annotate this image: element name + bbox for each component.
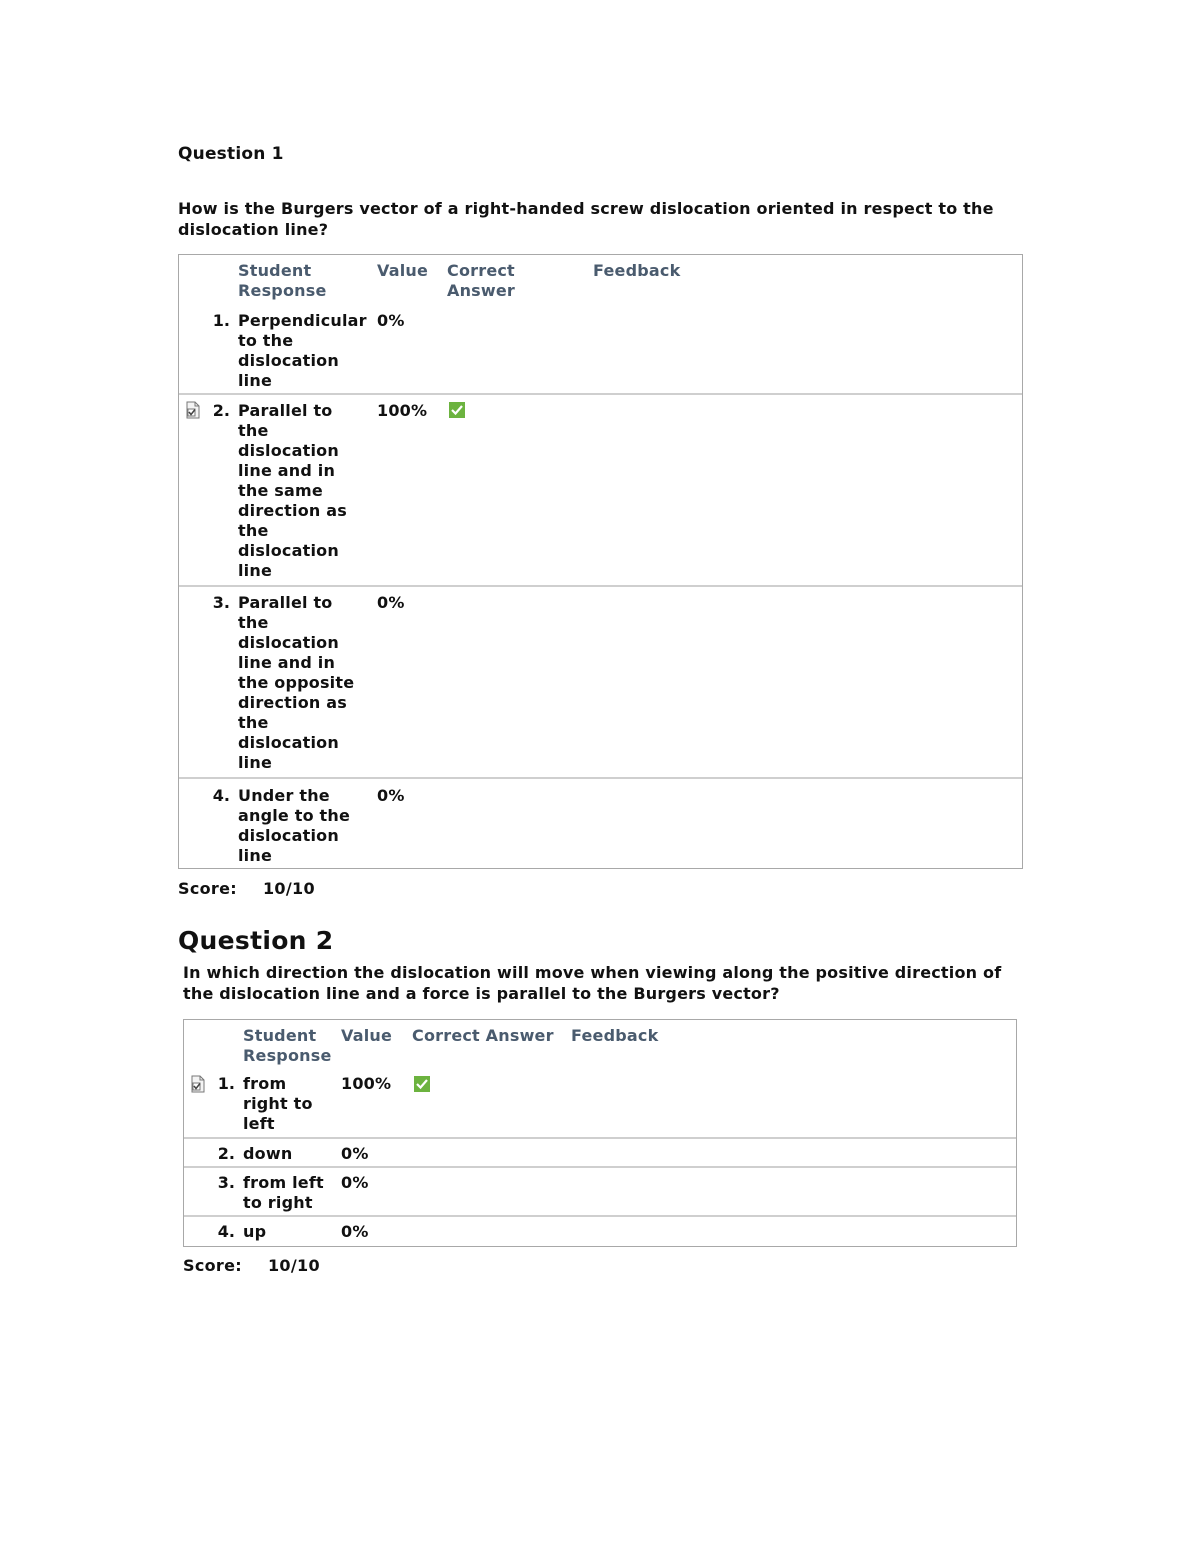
header-feedback: Feedback: [593, 261, 681, 280]
response-line: line: [238, 561, 273, 580]
response-value: 100%: [377, 401, 428, 420]
row-number: 3.: [212, 593, 230, 612]
response-line: from left: [243, 1173, 324, 1192]
question-1-title: Question 1: [178, 144, 284, 164]
response-line: dislocation: [238, 351, 339, 370]
question-1-text-line-2: dislocation line?: [178, 220, 329, 239]
row-number: 4.: [217, 1222, 235, 1241]
response-text: [238, 786, 350, 866]
response-line: line and in: [238, 461, 336, 480]
response-value: 0%: [341, 1144, 369, 1163]
row-number: 1.: [217, 1074, 235, 1093]
row-divider: [179, 585, 1022, 587]
green-checkmark-icon: [414, 1076, 430, 1092]
header-correct-answer: [447, 261, 515, 301]
header-student-response-line-2: Response: [238, 281, 327, 300]
response-line: line: [238, 846, 273, 865]
row-number: 1.: [212, 311, 230, 330]
header-value: Value: [377, 261, 429, 280]
question-2-score-value: 10/10: [268, 1256, 320, 1275]
document-check-icon: [190, 1075, 206, 1093]
header-correct-answer-line-2: Answer: [447, 281, 516, 300]
response-line: line and in: [238, 653, 336, 672]
response-line: the: [238, 713, 269, 732]
header-student-response-line-1: Student: [238, 261, 312, 280]
header-correct-answer-line-1: Correct: [447, 261, 515, 280]
response-line: dislocation: [238, 733, 339, 752]
response-line: left: [243, 1114, 275, 1133]
response-value: 0%: [377, 593, 405, 612]
row-divider: [179, 777, 1022, 779]
row-divider: [179, 393, 1022, 395]
question-2-title: Question 2: [178, 926, 334, 955]
response-text: [243, 1222, 266, 1242]
response-line: the: [238, 613, 269, 632]
question-1-text-line-1: How is the Burgers vector of a right-handed screw dislocation oriented in respect to the: [178, 199, 994, 218]
header-feedback: Feedback: [571, 1026, 659, 1045]
row-divider: [184, 1215, 1016, 1217]
header-correct-answer: Correct Answer: [412, 1026, 554, 1045]
header-student-response-line-1: Student: [243, 1026, 317, 1045]
row-number: 3.: [217, 1173, 235, 1192]
question-2-text-line-1: In which direction the dislocation will move when viewing along the positive direction of: [183, 963, 1002, 982]
response-line: Parallel to: [238, 593, 333, 612]
response-line: the opposite: [238, 673, 355, 692]
response-value: 100%: [341, 1074, 392, 1093]
question-2-score-label: Score:: [183, 1256, 242, 1275]
response-value: 0%: [341, 1222, 369, 1241]
response-text: [238, 311, 367, 391]
response-value: 0%: [377, 311, 405, 330]
green-checkmark-icon: [449, 402, 465, 418]
header-value: Value: [341, 1026, 393, 1045]
response-text: [243, 1173, 324, 1213]
row-number: 2.: [217, 1144, 235, 1163]
question-2-text-line-2: the dislocation line and a force is parallel to the Burgers vector?: [183, 984, 780, 1003]
response-text: [238, 401, 347, 581]
response-value: 0%: [377, 786, 405, 805]
question-2-text: [183, 962, 1083, 1004]
response-line: dislocation: [238, 441, 339, 460]
response-line: up: [243, 1222, 267, 1241]
row-number: 4.: [212, 786, 230, 805]
response-line: dislocation: [238, 826, 339, 845]
response-line: the: [238, 521, 269, 540]
row-divider: [184, 1166, 1016, 1168]
response-line: direction as: [238, 693, 347, 712]
question-1-response-table: [178, 254, 1023, 869]
response-line: line: [238, 371, 273, 390]
response-line: to right: [243, 1193, 313, 1212]
response-line: from: [243, 1074, 287, 1093]
question-1-score-value: 10/10: [263, 879, 315, 898]
row-number: 2.: [212, 401, 230, 420]
response-line: to the: [238, 331, 294, 350]
response-line: line: [238, 753, 273, 772]
response-line: dislocation: [238, 541, 339, 560]
response-text: [238, 593, 354, 773]
response-line: angle to the: [238, 806, 351, 825]
response-line: dislocation: [238, 633, 339, 652]
response-line: the: [238, 421, 269, 440]
response-line: down: [243, 1144, 293, 1163]
header-student-response: [238, 261, 327, 301]
header-student-response: [243, 1026, 332, 1066]
response-line: the same: [238, 481, 323, 500]
row-divider: [184, 1137, 1016, 1139]
response-line: direction as: [238, 501, 347, 520]
response-line: Perpendicular: [238, 311, 367, 330]
response-text: [243, 1074, 313, 1134]
document-check-icon: [185, 401, 201, 419]
question-1-score-label: Score:: [178, 879, 237, 898]
response-text: [243, 1144, 292, 1164]
question-1-text: [178, 198, 1078, 240]
question-2-response-table: [183, 1019, 1017, 1247]
header-student-response-line-2: Response: [243, 1046, 332, 1065]
response-line: right to: [243, 1094, 313, 1113]
response-line: Under the: [238, 786, 330, 805]
response-line: Parallel to: [238, 401, 333, 420]
response-value: 0%: [341, 1173, 369, 1192]
